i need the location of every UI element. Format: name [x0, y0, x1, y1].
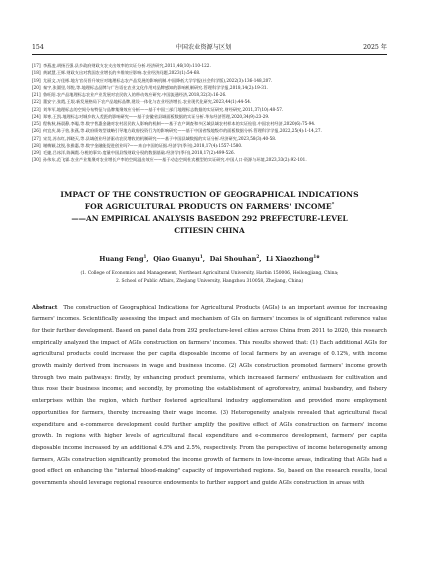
reference-number: [17]	[32, 63, 41, 68]
reference-list	[32, 62, 387, 164]
abstract	[32, 303, 387, 490]
abstract-text: The construction of Geographical Indications for Agricultural Products (AGIs) is an important avenue for increasing farmers' incomes. Scientifically assessing the impact and mechanism of GIs on farmers' incomes is of significant reference value for their further development. Based on panel data from 292 prefecture-level cities across China from 2011 to 2020, this research empirically analyzed the impact of AGIs construction on farmers' incomes. This results showed that: (1) Each additional AGIs for agricultural products could increase the per capita disposable income of local farmers by an average of 0.12%, with income growth mainly derived from increases in wage and business income. (2) AGIs construction promoted farmers' income growth through two main pathways: firstly, by enhancing product premiums, which increased farmers' enthusiasm for cultivation and thus rose their business income; and secondly, by promoting the establishment of agroforestry, animal husbandry, and fishery enterprises within the region, which further fostered agricultural industry agglomeration and provided more employment opportunities for farmers, thereby increasing their wage income. (3) Heterogeneity analysis revealed that agricultural fiscal expenditure and e-commerce development could further amplify the positive effect of AGIs construction on farmers' income growth. In regions with higher levels of agricultural fiscal expenditure and e-commerce development, farmers' per capita disposable income increased by an additional 4.5% and 2.5%, respectively. From the perspective of income heterogeneity among farmers, AGIs construction significantly promoted the income growth of farmers in low-income areas, indicating that AGIs had a good effect on enhancing the "internal blood-making" capacity of impoverished regions. So, based on the research results, local governments should leverage regional resource endowments to further support and guide AGIs construction in areas with	[32, 304, 387, 487]
page-number: 154	[32, 44, 44, 51]
reference-text: 程秋秋,杨晨静,李聪,等.数字普惠金融对农村居民收入影响的机制——基于农户调查和多区域县域农村样本的实证检验.中国农村经济,2020(6):75-94.	[43, 121, 316, 126]
publication-year: 2025 年	[363, 44, 387, 51]
reference-text: 刘华军,地理标志的空间分布特征与品牌集聚效应分析——基于中国三部门地理标志数据的实证研究.财经研究,2011,37(10):48-57.	[43, 106, 284, 112]
reference-text: 何宜庆,陈子怡,张燕,等.政府绩效型战略引导地方政府投资行为的影响研究——基于中国省级地级市的面板数据分析.管理科学学报,2022,25(4):1-14,27.	[43, 128, 322, 134]
title-footnote-mark: *	[331, 200, 335, 207]
reference-number: [22]	[32, 99, 41, 105]
author-affiliation-mark: 1※	[313, 253, 320, 259]
reference-number: [29]	[32, 150, 41, 155]
reference-number: [24]	[32, 113, 41, 119]
reference-text: 李燕凌,胡扬百强.县乡政府财政支农支出效率的实证分析.经济研究,2011,46(10):110-122.	[43, 63, 211, 68]
author-name: Dai Shouhan	[209, 254, 257, 263]
reference-item	[32, 69, 387, 76]
reference-text: 孙伟东,范飞霖.农业产业集聚对农业增长产率的空间溢出效应——基于动态空间杜宾模型的实证研究.中国人口·资源与环境,2023,33(2):92-101.	[43, 157, 307, 163]
reference-item	[32, 120, 387, 127]
reference-text: 鲁旺阳.农产品地理标志农业产业发展对农民收入的带动效应研究.中国流通经济,2018,32(3):16-26.	[43, 92, 227, 97]
reference-number: [28]	[32, 142, 41, 148]
reference-item	[32, 113, 387, 120]
author-affiliation-mark: 2	[256, 253, 260, 259]
affiliations	[32, 270, 387, 287]
reference-text: 尤丽文,万佳彬.地方官员晋升效应对地理标志农产品发展的影响机制.中国降低大学学报(社会科学版),2022(3):136-148,207.	[43, 77, 273, 83]
reference-item	[32, 77, 387, 84]
reference-number: [30]	[32, 157, 41, 163]
article-title	[32, 189, 387, 213]
reference-item	[32, 84, 387, 91]
reference-item	[32, 106, 387, 113]
reference-number: [20]	[32, 84, 41, 90]
reference-item	[32, 91, 387, 98]
reference-item	[32, 149, 387, 156]
reference-item	[32, 142, 387, 149]
reference-item	[32, 98, 387, 105]
reference-item	[32, 62, 387, 69]
title-line	[32, 201, 387, 213]
author-affiliation-mark: 1	[199, 253, 203, 259]
reference-number: [25]	[32, 121, 41, 126]
reference-item	[32, 135, 387, 142]
reference-number: [23]	[32, 106, 41, 112]
running-header	[32, 44, 387, 55]
reference-text: 谢梅颖,沈锐,张雅惠,等.数字金融能促进创业吗?——来自中国的证据.经济学(季刊),2018,17(4):1557-1580.	[43, 142, 243, 148]
affiliation-line: 2. School of Public Affairs, Zhejiang University, Hangzhou 310058, Zhejiang, China)	[115, 279, 304, 284]
reference-item	[32, 156, 387, 163]
reference-number: [19]	[32, 77, 41, 83]
reference-text: 郑寒,王凯.地理标志对城乡收入差距的影响研究——基于安徽省县域面板数据的实证分析.华东经济管理,2020,34(9):23-29.	[43, 113, 270, 119]
abstract-label: Abstract	[32, 304, 58, 311]
reference-text: 董安宁,张霞,王垠.新发展格局下农产品地标品牌,建设一体化与农业经济增长.农业现代化研究,2023,44(1):44-54.	[43, 99, 252, 105]
journal-page	[32, 44, 387, 490]
journal-name: 中国农业资源与区划	[175, 44, 232, 51]
author-name: Qiao Guanyu	[153, 254, 200, 263]
article-subtitle	[32, 213, 387, 237]
reference-number: [21]	[32, 92, 41, 97]
subtitle-line: CITIESIN CHINA	[174, 225, 245, 235]
reference-number: [18]	[32, 70, 41, 76]
reference-item	[32, 127, 387, 134]
author-name: Huang Feng	[99, 254, 144, 263]
reference-text: 秦宇,张圆里,邻悦,等.地理标志品牌与广告语在农业文化作用对品牌感知的影响机制研究.管理科学学报,2018,14(2):19-31.	[43, 84, 268, 90]
author-list: Huang Feng$^1$, Qiao Guanyu$^1$, Dai Shouhan$^2$, Li Xiaozhong$^{1※}$	[99, 253, 320, 263]
reference-number: [26]	[32, 128, 41, 134]
reference-text: 黄斌慧,王辉.财政支出对我国农业增长的多维效应影响.农业经济问题,2023(1):54-68.	[43, 70, 201, 76]
title-line-text: FOR AGRICULTURAL PRODUCTS ON FARMERS' INCOME	[84, 201, 332, 211]
reference-number: [27]	[32, 135, 41, 141]
author-name: Li Xiaozhong	[266, 254, 314, 263]
affiliation-line: (1. College of Economics and Management, Northeast Agricultural University, Harbin 150006, Heilongjiang, China;	[80, 270, 339, 276]
author-affiliation-mark: 1	[143, 253, 147, 259]
subtitle-line: ——AN EMPIRICAL ANALYSIS BASEDON 292 PREFECTURE-LEVEL	[71, 213, 348, 223]
reference-text: 毛捷,吕冰洋,陈佩霞.分税的事实:度量中国县级财政分权的数据基础.经济学(季刊),2018,17(2):499-526.	[43, 150, 235, 155]
reference-text: 宋昊,苏东红,郭晓天,等.县域创业经济驱动农民增收的机制研究——基于中国县域数据的实证分析.经济研究,2023,58(3):40-58.	[43, 135, 277, 141]
title-line: IMPACT OF THE CONSTRUCTION OF GEOGRAPHICAL INDICATIONS	[60, 189, 359, 199]
